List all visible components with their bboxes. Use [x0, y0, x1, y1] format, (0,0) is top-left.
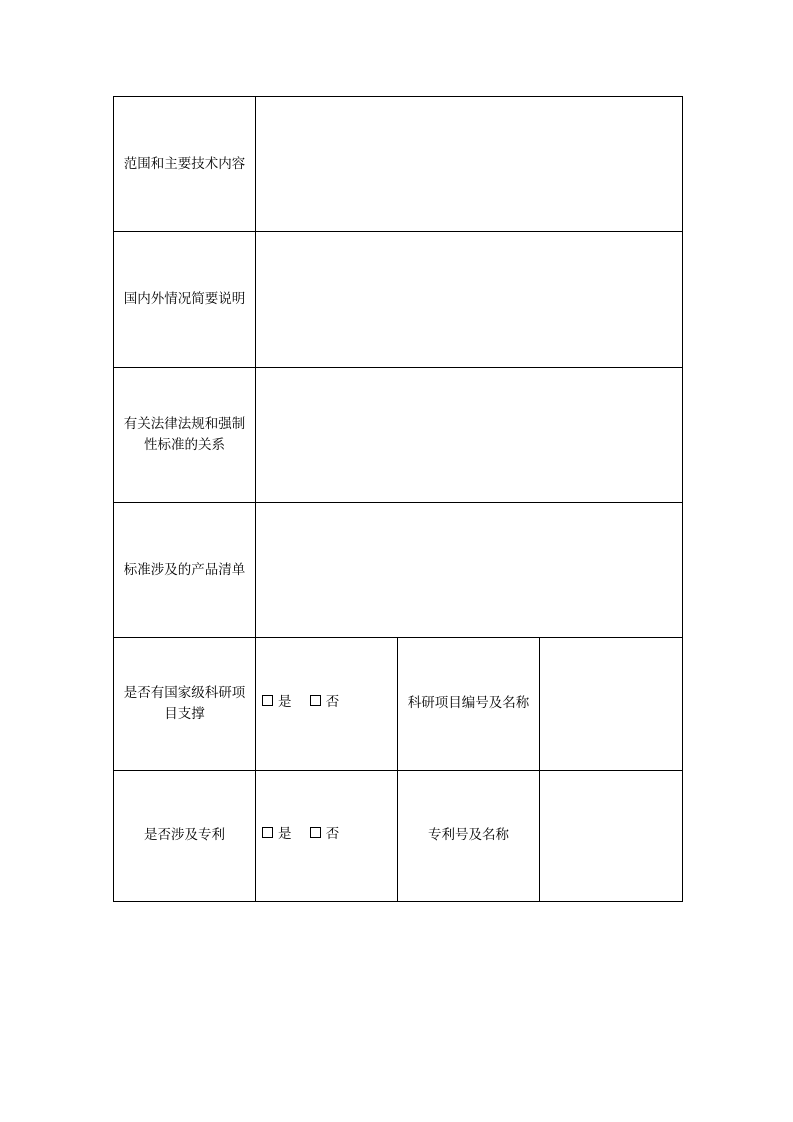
overview-label-cell [114, 232, 256, 367]
overview-label: 国内外情况简要说明 [123, 290, 246, 307]
scope-row [114, 97, 683, 232]
research-choice-cell [256, 638, 398, 770]
research-no-checkbox[interactable] [310, 695, 321, 706]
product-list-row [114, 502, 683, 637]
patent-yes-option[interactable] [262, 824, 292, 845]
regulation-row [114, 367, 683, 502]
overview-row [114, 232, 683, 367]
patent-label-cell [114, 770, 256, 901]
research-no-label: 否 [325, 694, 340, 711]
patent-label: 是否涉及专利 [144, 827, 225, 844]
scope-label: 范围和主要技术内容 [123, 155, 246, 172]
patent-no-label: 否 [325, 826, 340, 843]
form-table [113, 96, 683, 902]
research-label-cell [114, 638, 256, 770]
scope-content-field[interactable] [256, 97, 683, 232]
research-no-option[interactable] [310, 692, 340, 713]
patent-choice-cell [256, 770, 398, 901]
research-detail-label: 科研项目编号及名称 [407, 695, 530, 712]
product-list-label-cell [114, 502, 256, 637]
patent-detail-label: 专利号及名称 [428, 827, 509, 844]
research-yes-checkbox[interactable] [262, 695, 273, 706]
patent-detail-field[interactable] [540, 770, 683, 901]
patent-no-checkbox[interactable] [310, 827, 321, 838]
research-detail-field[interactable] [540, 638, 683, 770]
patent-yes-label: 是 [278, 826, 292, 843]
research-detail-label-cell [398, 638, 540, 770]
research-label: 是否有国家级科研项目支撑 [123, 684, 246, 722]
regulation-label: 有关法律法规和强制性标准的关系 [123, 415, 246, 453]
scope-label-cell [114, 97, 256, 232]
research-yes-option[interactable] [262, 692, 292, 713]
patent-detail-label-cell [398, 770, 540, 901]
product-list-content-field[interactable] [256, 502, 683, 637]
research-row [114, 638, 683, 770]
overview-content-field[interactable] [256, 232, 683, 367]
patent-no-option[interactable] [310, 824, 340, 845]
research-yes-label: 是 [278, 694, 292, 711]
patent-yes-checkbox[interactable] [262, 827, 273, 838]
patent-row [114, 770, 683, 901]
product-list-label: 标准涉及的产品清单 [123, 561, 246, 578]
regulation-label-cell [114, 367, 256, 502]
regulation-content-field[interactable] [256, 367, 683, 502]
